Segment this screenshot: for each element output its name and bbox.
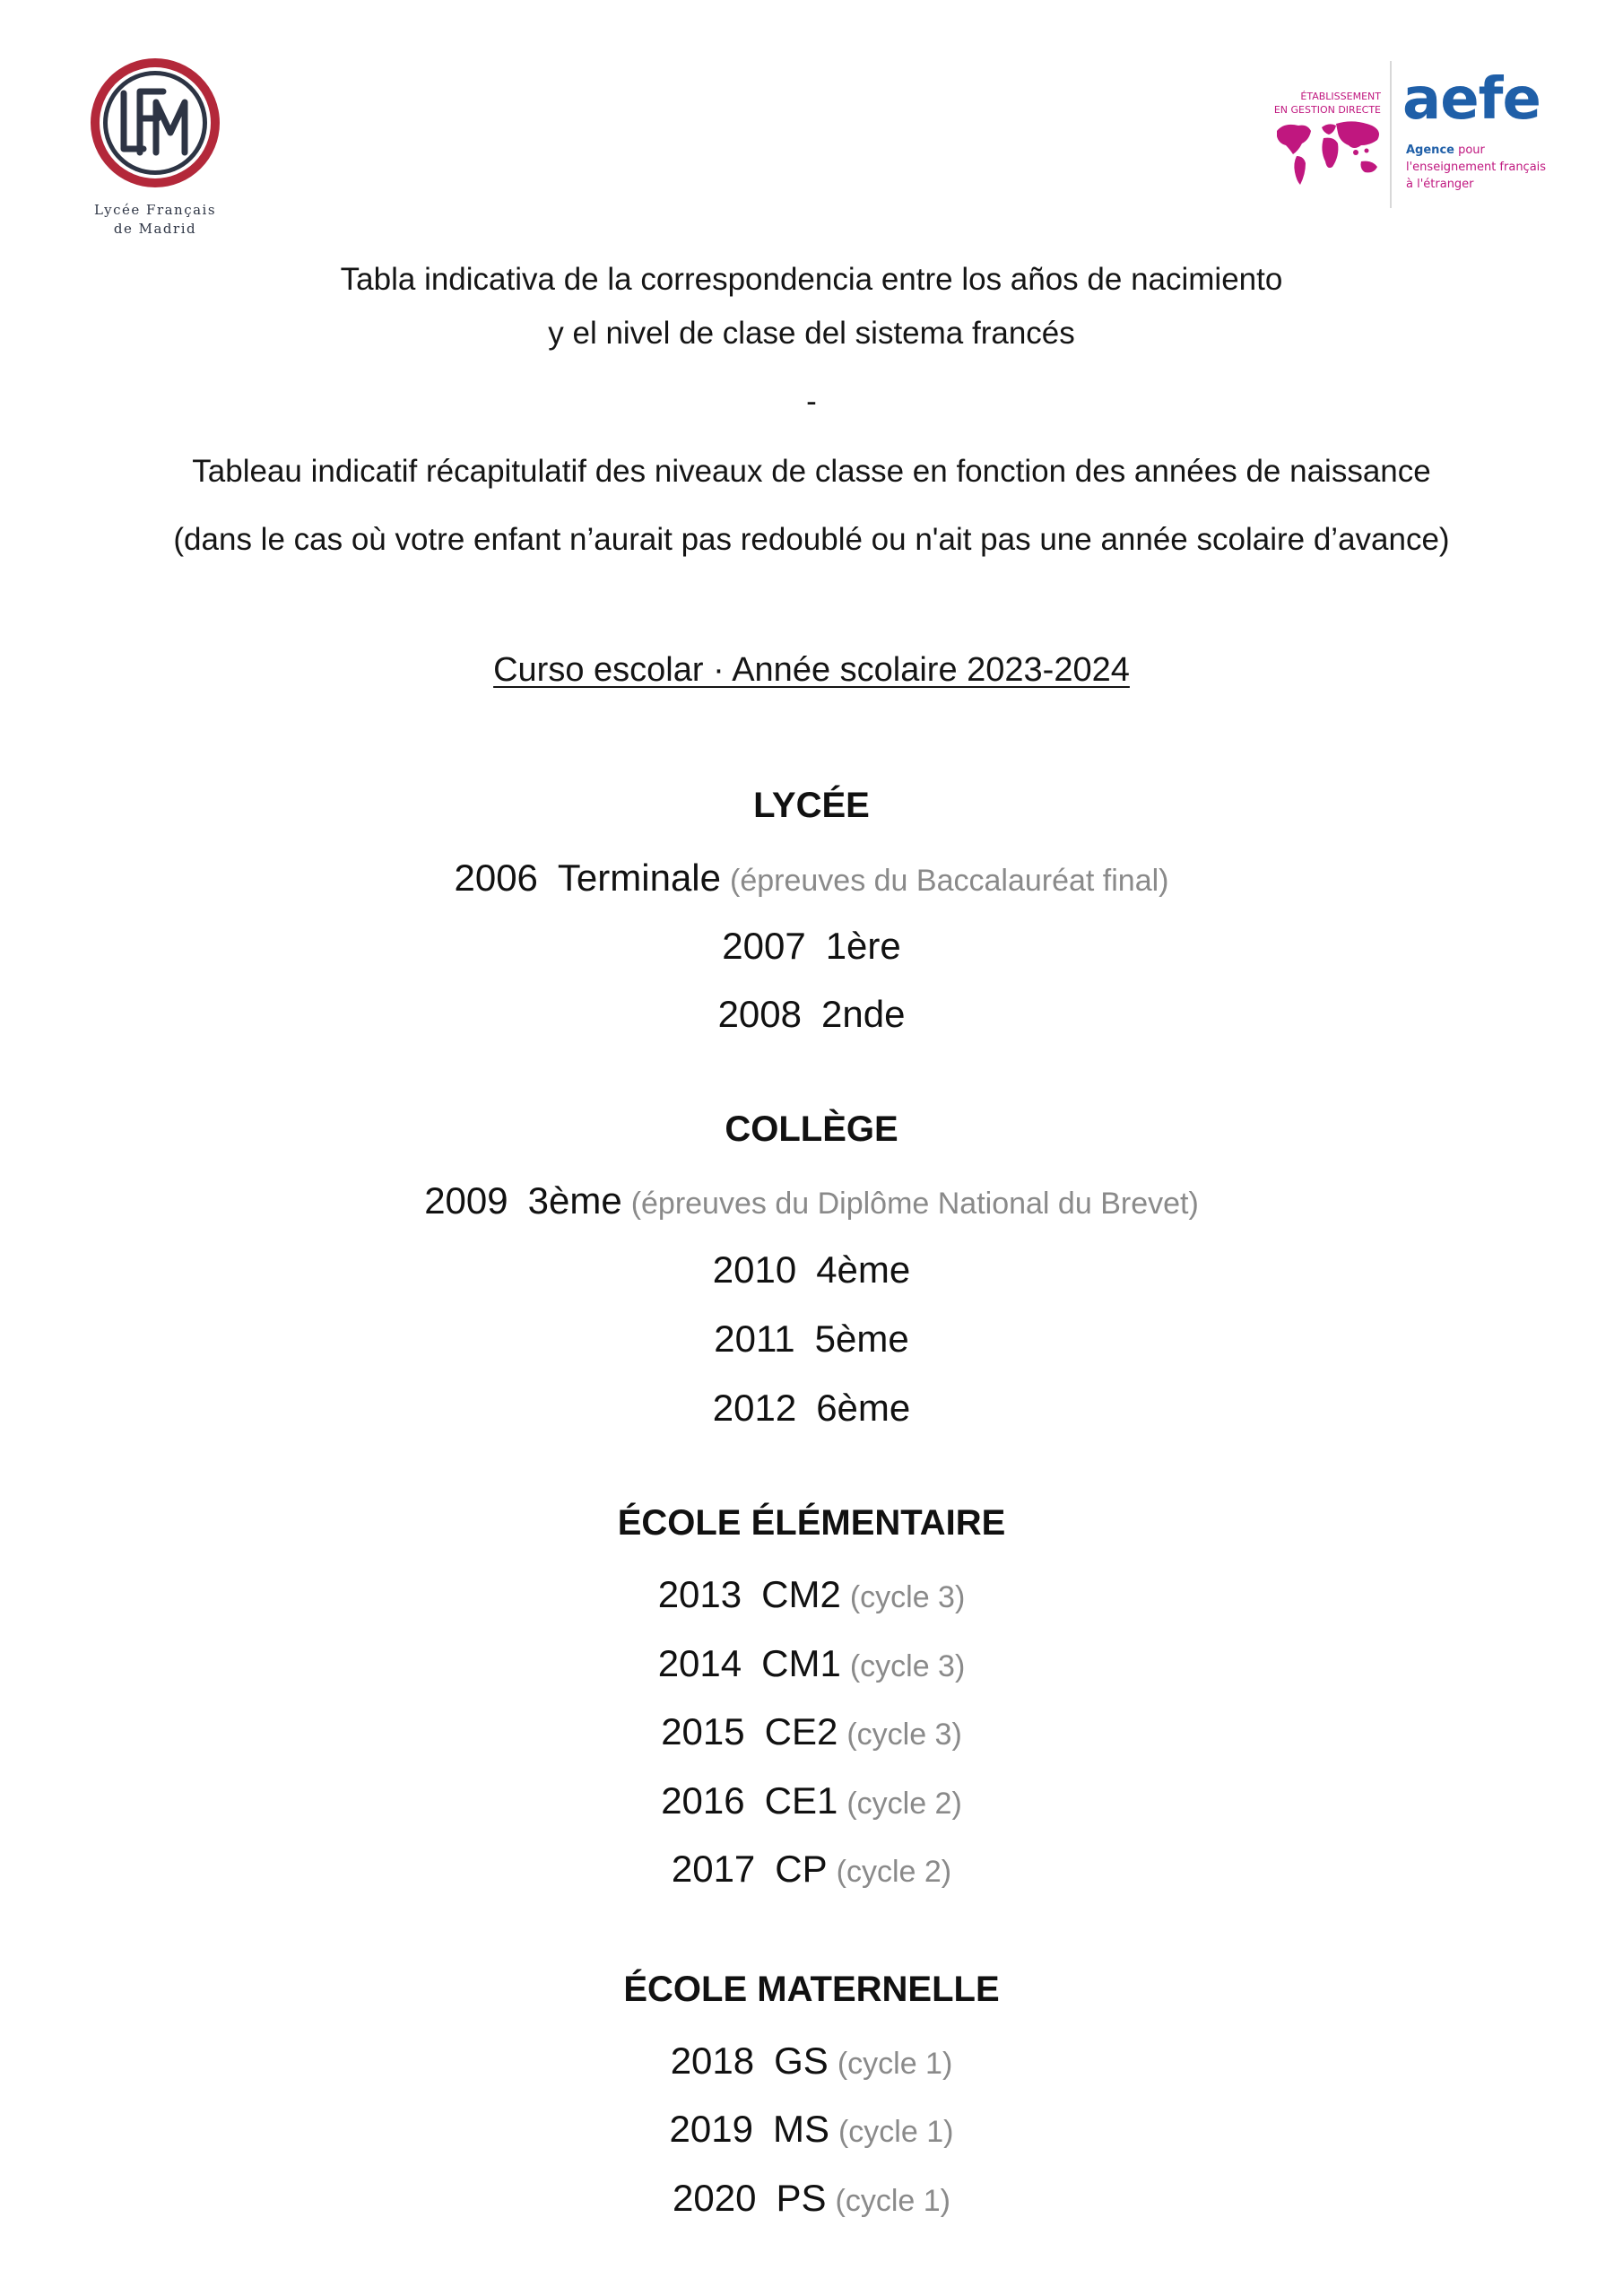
table-row bbox=[0, 1318, 1623, 1361]
aefe-subtitle bbox=[1406, 142, 1546, 193]
row-year: 2011 bbox=[714, 1318, 795, 1360]
aefe-sub-line2: l'enseignement français bbox=[1406, 161, 1547, 174]
aefe-sub-line3: à l'étranger bbox=[1406, 178, 1474, 191]
table-row bbox=[0, 1848, 1623, 1891]
row-level: CP bbox=[775, 1848, 828, 1890]
table-row bbox=[0, 1779, 1623, 1822]
table-row bbox=[0, 1573, 1623, 1616]
row-year: 2018 bbox=[670, 2039, 755, 2082]
row-level: 2nde bbox=[821, 993, 906, 1035]
row-level: 6ème bbox=[816, 1387, 911, 1429]
row-year: 2012 bbox=[712, 1387, 797, 1429]
section-heading-college: COLLÈGE bbox=[725, 1109, 898, 1149]
row-year: 2007 bbox=[722, 925, 806, 967]
aefe-wordmark: aefe bbox=[1402, 66, 1541, 133]
school-year-title: Curso escolar · Année scolaire 2023-2024 bbox=[493, 651, 1130, 689]
row-level: 3ème bbox=[527, 1179, 622, 1222]
table-row bbox=[0, 1710, 1623, 1753]
row-level: PS bbox=[776, 2177, 827, 2219]
intro-separator: - bbox=[806, 384, 817, 419]
row-level: CE2 bbox=[764, 1710, 838, 1752]
aefe-tag-line2: EN GESTION DIRECTE bbox=[1273, 104, 1381, 116]
row-year: 2017 bbox=[671, 1848, 756, 1890]
intro-es-line2: y el nivel de clase del sistema francés bbox=[548, 316, 1075, 351]
table-row bbox=[0, 857, 1623, 900]
row-level: 5ème bbox=[814, 1318, 909, 1360]
lfm-caption-line1: Lycée Français bbox=[93, 202, 217, 218]
row-note: (cycle 1) bbox=[838, 2115, 954, 2149]
table-row bbox=[0, 993, 1623, 1036]
row-year: 2013 bbox=[657, 1573, 742, 1615]
row-note: (cycle 3) bbox=[849, 1580, 966, 1614]
row-note: (cycle 2) bbox=[846, 1787, 962, 1821]
row-year: 2020 bbox=[673, 2177, 757, 2219]
intro-es-line1: Tabla indicativa de la correspondencia entre los años de nacimiento bbox=[340, 262, 1283, 297]
row-year: 2015 bbox=[661, 1710, 745, 1752]
row-note: (cycle 3) bbox=[849, 1649, 966, 1683]
row-level: 4ème bbox=[816, 1248, 911, 1291]
table-row bbox=[0, 1642, 1623, 1685]
aefe-tag bbox=[1246, 90, 1381, 117]
row-year: 2008 bbox=[717, 993, 802, 1035]
row-level: 1ère bbox=[825, 925, 901, 967]
row-level: CM1 bbox=[761, 1642, 841, 1684]
aefe-sub-pour: pour bbox=[1454, 144, 1485, 157]
row-note: (cycle 3) bbox=[846, 1718, 962, 1752]
row-year: 2019 bbox=[669, 2108, 753, 2150]
section-heading-lycee: LYCÉE bbox=[753, 786, 870, 825]
row-year: 2010 bbox=[712, 1248, 797, 1291]
table-row bbox=[0, 2039, 1623, 2083]
lfm-caption-line2: de Madrid bbox=[113, 221, 197, 237]
row-note: (cycle 1) bbox=[837, 2047, 953, 2081]
table-row bbox=[0, 2108, 1623, 2151]
row-level: CE1 bbox=[764, 1779, 838, 1822]
section-heading-ecole-maternelle: ÉCOLE MATERNELLE bbox=[623, 1970, 1000, 2009]
aefe-sub-agence: Agence bbox=[1406, 144, 1454, 157]
aefe-divider bbox=[1390, 61, 1392, 208]
row-note: (cycle 1) bbox=[835, 2184, 950, 2218]
row-year: 2016 bbox=[661, 1779, 745, 1822]
row-level: Terminale bbox=[557, 857, 721, 899]
aefe-tag-line1: ÉTABLISSEMENT bbox=[1300, 91, 1381, 102]
row-note: (cycle 2) bbox=[836, 1855, 952, 1889]
table-row bbox=[0, 925, 1623, 968]
row-level: CM2 bbox=[761, 1573, 841, 1615]
intro-fr-line2: (dans le cas où votre enfant n’aurait pas redoublé ou n'ait pas une année scolaire d’avance) bbox=[173, 522, 1450, 557]
section-heading-ecole-elementaire: ÉCOLE ÉLÉMENTAIRE bbox=[617, 1503, 1006, 1543]
table-row bbox=[0, 1248, 1623, 1292]
lfm-emblem-icon bbox=[88, 56, 222, 190]
table-row bbox=[0, 1179, 1623, 1222]
aefe-logo bbox=[1246, 59, 1560, 212]
row-year: 2009 bbox=[424, 1179, 508, 1222]
row-level: GS bbox=[774, 2039, 829, 2082]
lfm-logo bbox=[79, 56, 231, 239]
table-row bbox=[0, 2177, 1623, 2220]
table-row bbox=[0, 1387, 1623, 1430]
intro-fr-line1: Tableau indicatif récapitulatif des niveaux de classe en fonction des années de naissance bbox=[192, 454, 1431, 489]
row-year: 2014 bbox=[657, 1642, 742, 1684]
row-note: (épreuves du Baccalauréat final) bbox=[730, 864, 1169, 898]
row-note: (épreuves du Diplôme National du Brevet) bbox=[630, 1187, 1199, 1221]
world-map-icon bbox=[1273, 118, 1385, 190]
row-year: 2006 bbox=[454, 857, 538, 899]
row-level: MS bbox=[772, 2108, 829, 2150]
